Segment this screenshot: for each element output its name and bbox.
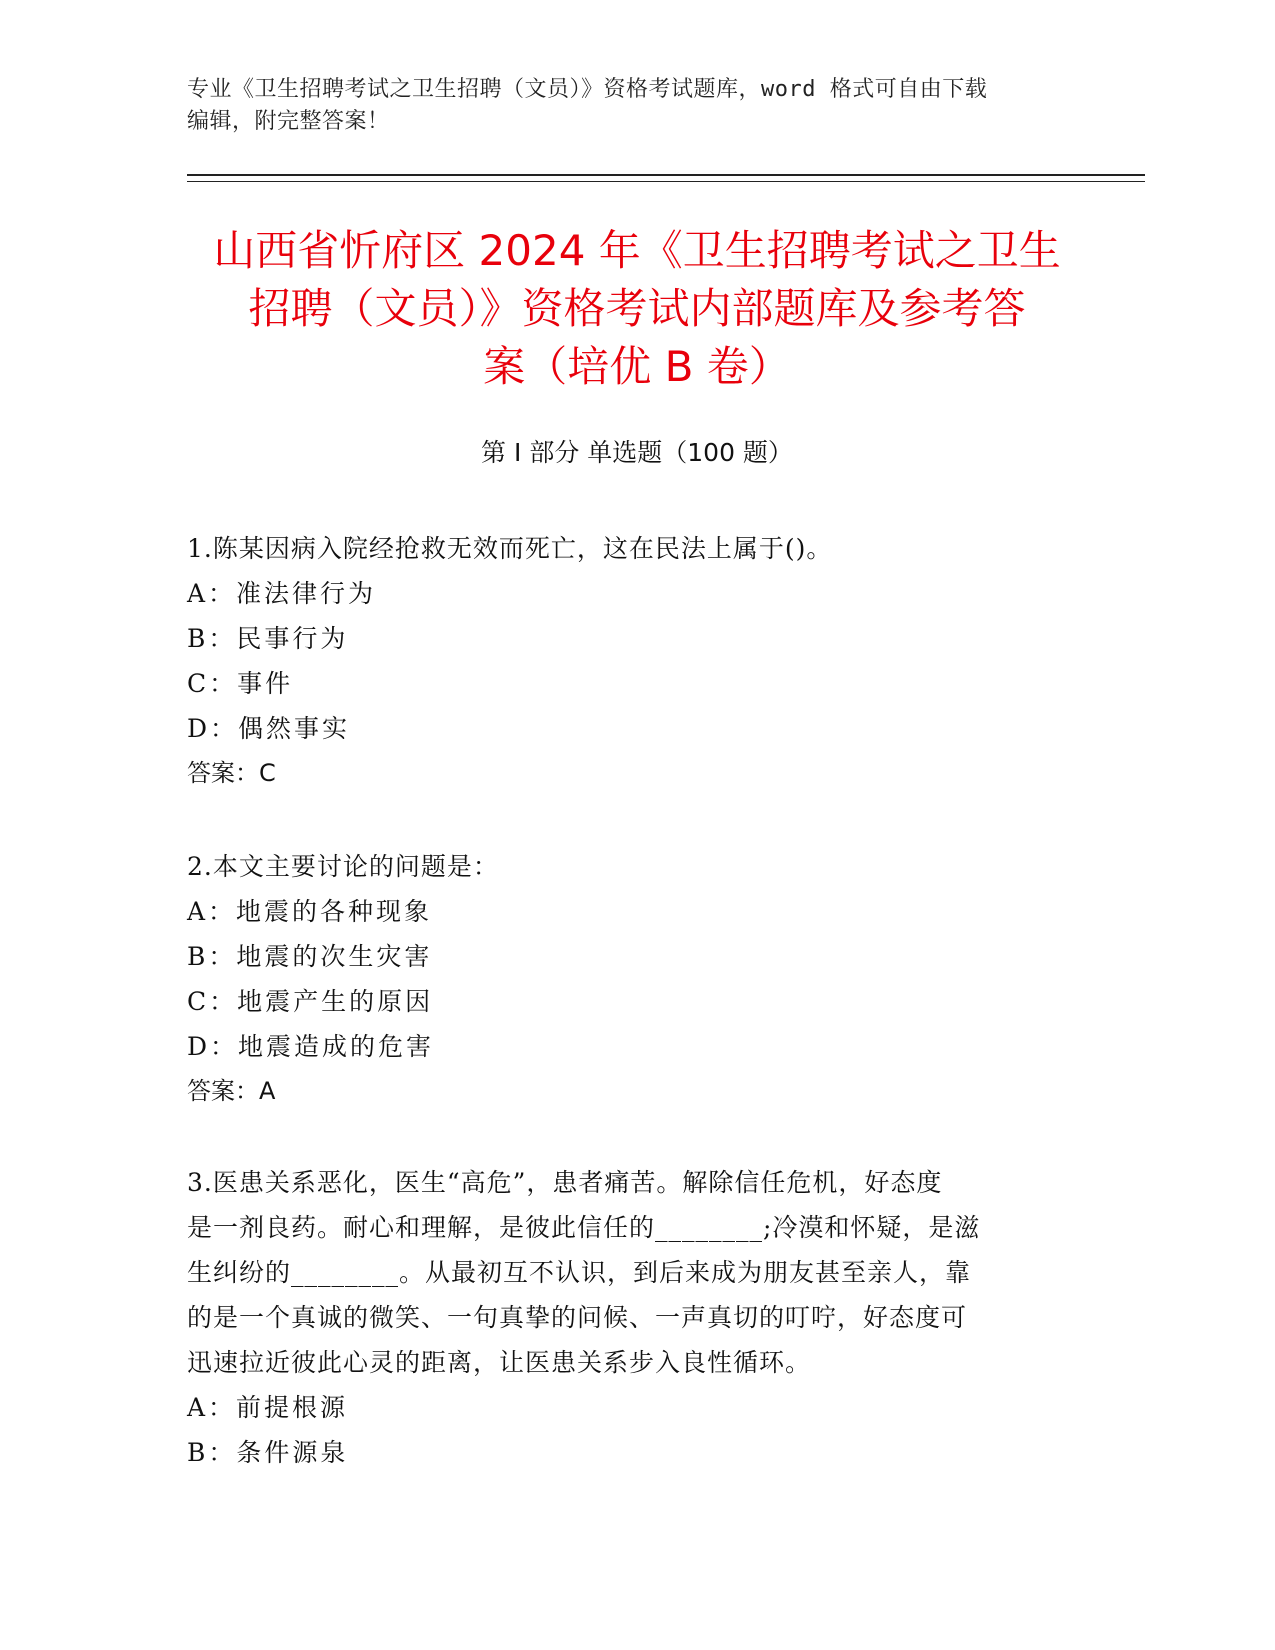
question-stem-line-3: 生纠纷的________。从最初互不认识，到后来成为朋友甚至亲人，靠 <box>187 1258 972 1287</box>
answer-line: 答案：A <box>187 1077 276 1105</box>
title-line-3: 案（培优 B 卷） <box>483 342 791 391</box>
option-c: C：事件 <box>187 669 294 698</box>
document-title <box>187 222 1087 396</box>
option-d: D：地震造成的危害 <box>187 1032 435 1061</box>
header-line-1: 专业《卫生招聘考试之卫生招聘（文员）》资格考试题库，word 格式可自由下载 <box>187 77 988 102</box>
title-line-2: 招聘（文员）》资格考试内部题库及参考答 <box>248 284 1026 333</box>
question-stem: 2.本文主要讨论的问题是： <box>187 852 499 881</box>
question-stem: 1.陈某因病入院经抢救无效而死亡，这在民法上属于()。 <box>187 534 833 563</box>
option-a: A：地震的各种现象 <box>187 897 433 926</box>
option-d: D：偶然事实 <box>187 714 351 743</box>
header-divider-thick <box>187 174 1145 176</box>
option-b: B：地震的次生灾害 <box>187 942 433 971</box>
option-b: B：条件源泉 <box>187 1438 349 1467</box>
question-1 <box>187 526 1077 796</box>
option-a: A：前提根源 <box>187 1393 349 1422</box>
header-divider-thin <box>187 181 1145 182</box>
title-line-1: 山西省忻府区 2024 年《卫生招聘考试之卫生 <box>213 226 1061 275</box>
option-b: B：民事行为 <box>187 624 349 653</box>
section-title: 第 I 部分 单选题（100 题） <box>481 438 793 467</box>
question-3 <box>187 1160 1077 1475</box>
header-note <box>187 74 1067 138</box>
question-stem-line-4: 的是一个真诚的微笑、一句真挚的问候、一声真切的叮咛，好态度可 <box>187 1303 968 1332</box>
header-line-2: 编辑，附完整答案！ <box>187 109 390 134</box>
question-2 <box>187 844 1077 1114</box>
question-stem-line-5: 迅速拉近彼此心灵的距离，让医患关系步入良性循环。 <box>187 1348 812 1377</box>
answer-line: 答案：C <box>187 759 276 787</box>
option-c: C：地震产生的原因 <box>187 987 434 1016</box>
question-stem-line-2: 是一剂良药。耐心和理解，是彼此信任的________;冷漠和怀疑，是滋 <box>187 1213 981 1242</box>
option-a: A：准法律行为 <box>187 579 377 608</box>
question-stem-line-1: 3.医患关系恶化，医生“高危”，患者痛苦。解除信任危机，好态度 <box>187 1168 943 1197</box>
